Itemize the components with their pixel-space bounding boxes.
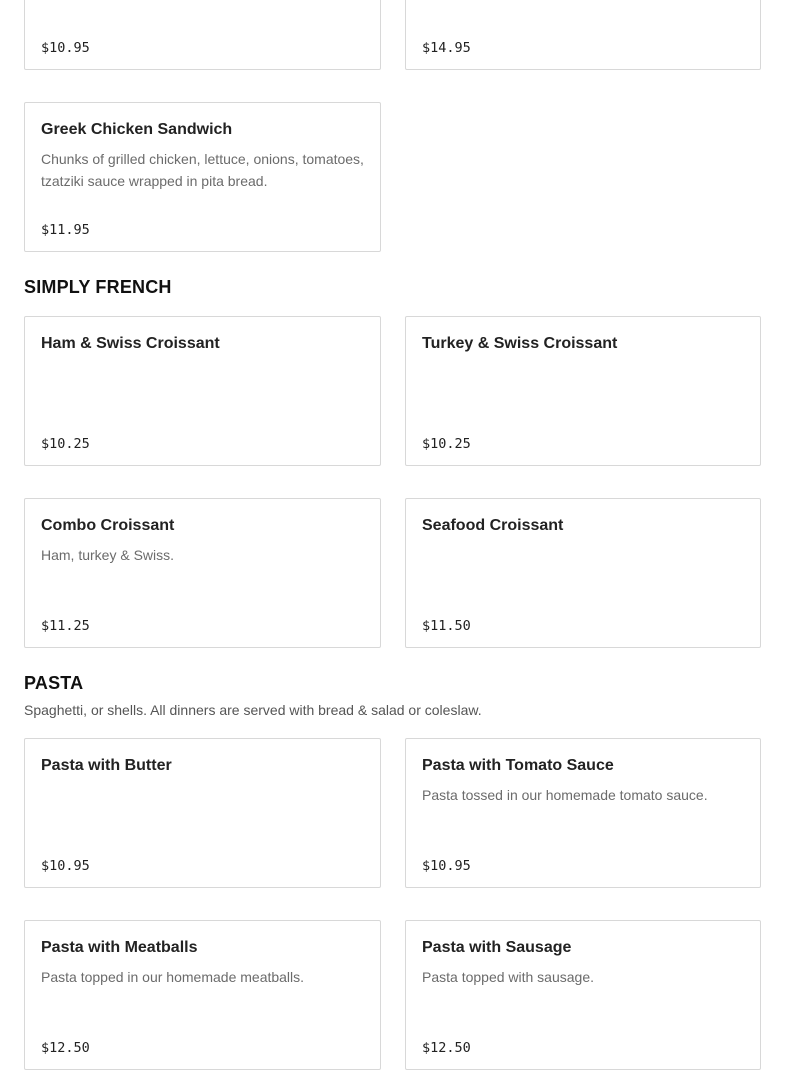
menu-item-price: $14.95 — [422, 40, 471, 56]
menu-item-card[interactable] — [405, 316, 761, 466]
menu-item-title: Pasta with Butter — [41, 757, 172, 774]
menu-item-card[interactable] — [24, 920, 381, 1070]
menu-item-title: Ham & Swiss Croissant — [41, 335, 220, 352]
menu-item-card[interactable] — [24, 738, 381, 888]
menu-item-price: $11.50 — [422, 618, 471, 634]
menu-item-card[interactable] — [405, 498, 761, 648]
menu-item-price: $10.95 — [41, 40, 90, 56]
menu-item-price: $12.50 — [41, 1040, 90, 1056]
section-heading: PASTA — [24, 673, 84, 693]
menu-item-title: Pasta with Meatballs — [41, 939, 198, 956]
menu-item-price: $11.25 — [41, 618, 90, 634]
menu-item-title: Combo Croissant — [41, 517, 175, 534]
menu-item-card[interactable] — [24, 316, 381, 466]
menu-item-card[interactable] — [24, 0, 381, 70]
menu-item-description: Pasta tossed in our homemade tomato sauce. — [422, 787, 708, 803]
menu-item-card[interactable] — [24, 498, 381, 648]
menu-item-card[interactable] — [405, 0, 761, 70]
menu-item-title: Pasta with Tomato Sauce — [422, 757, 614, 774]
menu-item-price: $10.25 — [422, 436, 471, 452]
menu-item-price: $12.50 — [422, 1040, 471, 1056]
menu-item-title: Greek Chicken Sandwich — [41, 121, 233, 138]
menu-item-card[interactable] — [405, 738, 761, 888]
menu-item-title: Pasta with Sausage — [422, 939, 572, 956]
menu-item-description: Pasta topped in our homemade meatballs. — [41, 969, 305, 985]
section-description: Spaghetti, or shells. All dinners are served with bread & salad or coleslaw. — [24, 702, 482, 718]
menu-item-title: Seafood Croissant — [422, 517, 564, 534]
menu-item-card[interactable] — [24, 102, 381, 252]
menu-item-description: Pasta topped with sausage. — [422, 969, 595, 985]
menu-item-description: Chunks of grilled chicken, lettuce, onions, tomatoes, tzatziki sauce wrapped in pita bread. — [41, 151, 364, 189]
menu-item-description: Ham, turkey & Swiss. — [41, 547, 175, 563]
menu-item-price: $11.95 — [41, 222, 90, 238]
menu-item-price: $10.95 — [41, 858, 90, 874]
menu-item-price: $10.25 — [41, 436, 90, 452]
menu-item-card[interactable] — [405, 920, 761, 1070]
menu-item-title: Turkey & Swiss Croissant — [422, 335, 618, 352]
menu-item-price: $10.95 — [422, 858, 471, 874]
section-heading: SIMPLY FRENCH — [24, 277, 172, 297]
